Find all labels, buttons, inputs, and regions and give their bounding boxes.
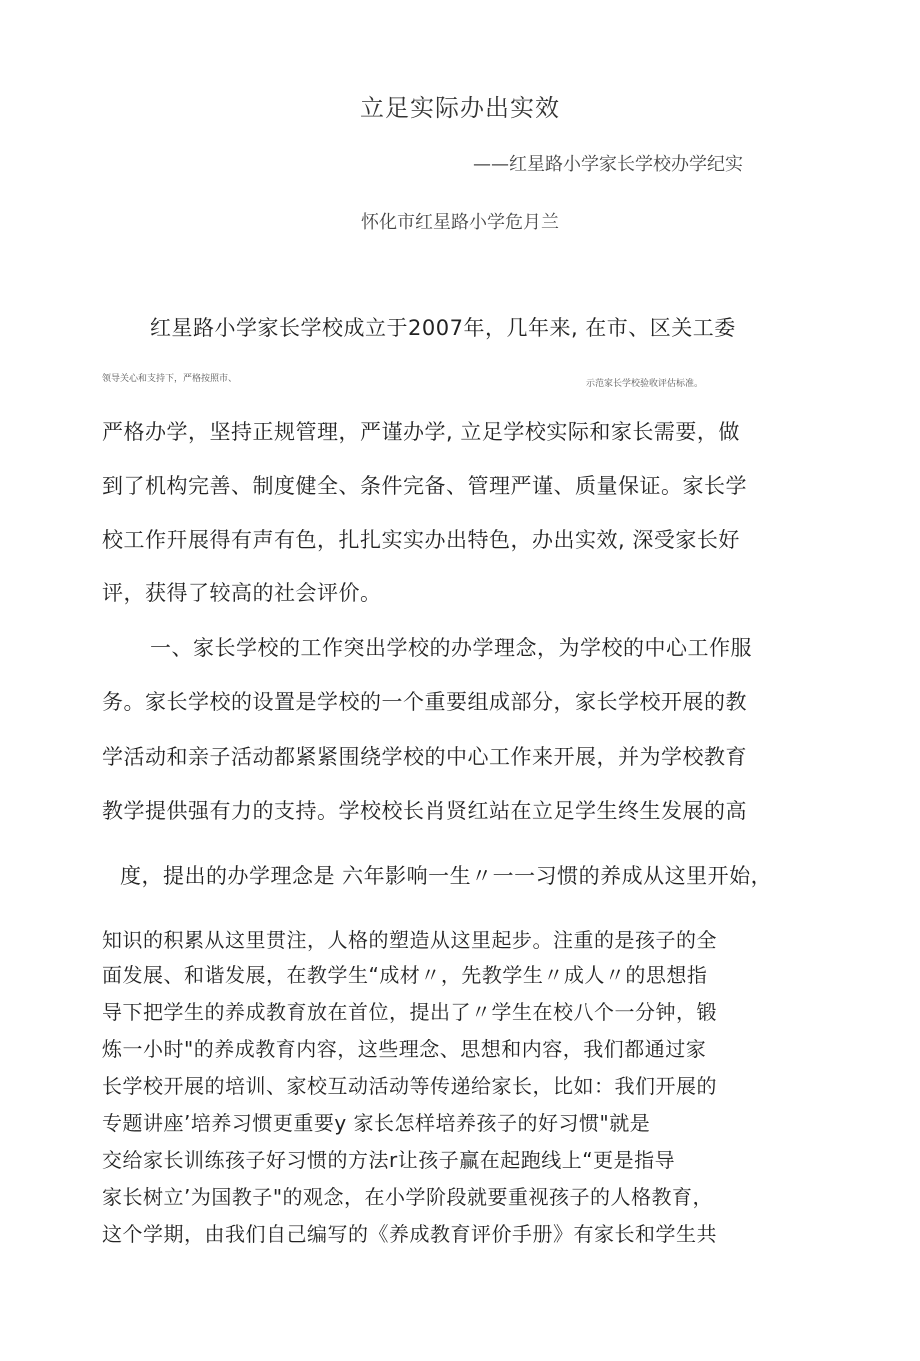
paragraph3-line: 长学校开展的培训、家校互动活动等传递给家长，比如：我们开展的 (102, 1074, 717, 1098)
paragraph2-line: 学活动和亲子活动都紧紧围绕学校的中心工作来开展，并为学校教育 (102, 745, 747, 769)
document-title: 立足实际办出实效 (360, 94, 560, 122)
small-note-right: 示范家长学校验收评估标准。 (586, 379, 704, 389)
paragraph3-line: 交给家长训练孩子好习惯的方法r让孩子赢在起跑线上“更是指导 (102, 1148, 676, 1172)
document-author: 怀化市红星路小学危月兰 (361, 212, 559, 233)
paragraph1-line: 到了机构完善、制度健全、条件完备、管理严谨、质量保证。家长学 (102, 474, 747, 498)
paragraph3-line: 这个学期，由我们自己编写的《养成教育评价手册》有家长和学生共 (102, 1222, 717, 1246)
intro-line: 红星路小学家长学校成立于2007年，几年来, 在市、区关工委 (150, 316, 736, 340)
paragraph2-line: 一、家长学校的工作突出学校的办学理念，为学校的中心工作服 (150, 636, 752, 660)
document-subtitle: ——红星路小学家长学校办学纪实 (473, 154, 743, 175)
paragraph2-line: 教学提供强有力的支持。学校校长肖贤红站在立足学生终生发展的高 (102, 799, 747, 823)
small-note-left: 领导关心和支持下，严格按照市、 (102, 374, 238, 384)
paragraph1-line: 校工作幵展得有声有色，扎扎实实办出特色，办出实效, 深受家长好 (102, 528, 740, 552)
paragraph3-line: 面发展、和谐发展，在教学生“成材〃，先教学生〃成人〃的思想指 (102, 963, 708, 987)
paragraph3-line: 炼一小时"的养成教育内容，这些理念、思想和内容，我们都通过家 (102, 1037, 707, 1061)
paragraph1-line: 评，获得了较高的社会评价。 (102, 581, 382, 605)
paragraph2-line: 务。家长学校的设置是学校的一个重要组成部分，家长学校开展的教 (102, 690, 747, 714)
paragraph3-line: 家长树立’为国教子"的观念，在小学阶段就要重视孩子的人格教育， (102, 1185, 714, 1209)
offset-line: 度，提出的办学理念是 六年影响一生〃一一习惯的养成从这里开始， (120, 864, 773, 888)
paragraph3-line: 导下把学生的养成教育放在首位，提出了〃学生在校八个一分钟，锻 (102, 1000, 717, 1024)
paragraph3-line: 专题讲座’培养习惯更重要y 家长怎样培养孩子的好习惯"就是 (102, 1111, 651, 1135)
paragraph1-line: 严格办学，坚持正规管理，严谨办学, 立足学校实际和家长需要，做 (102, 420, 740, 444)
paragraph3-line: 知识的积累从这里贯注，人格的塑造从这里起步。注重的是孩子的全 (102, 928, 717, 952)
